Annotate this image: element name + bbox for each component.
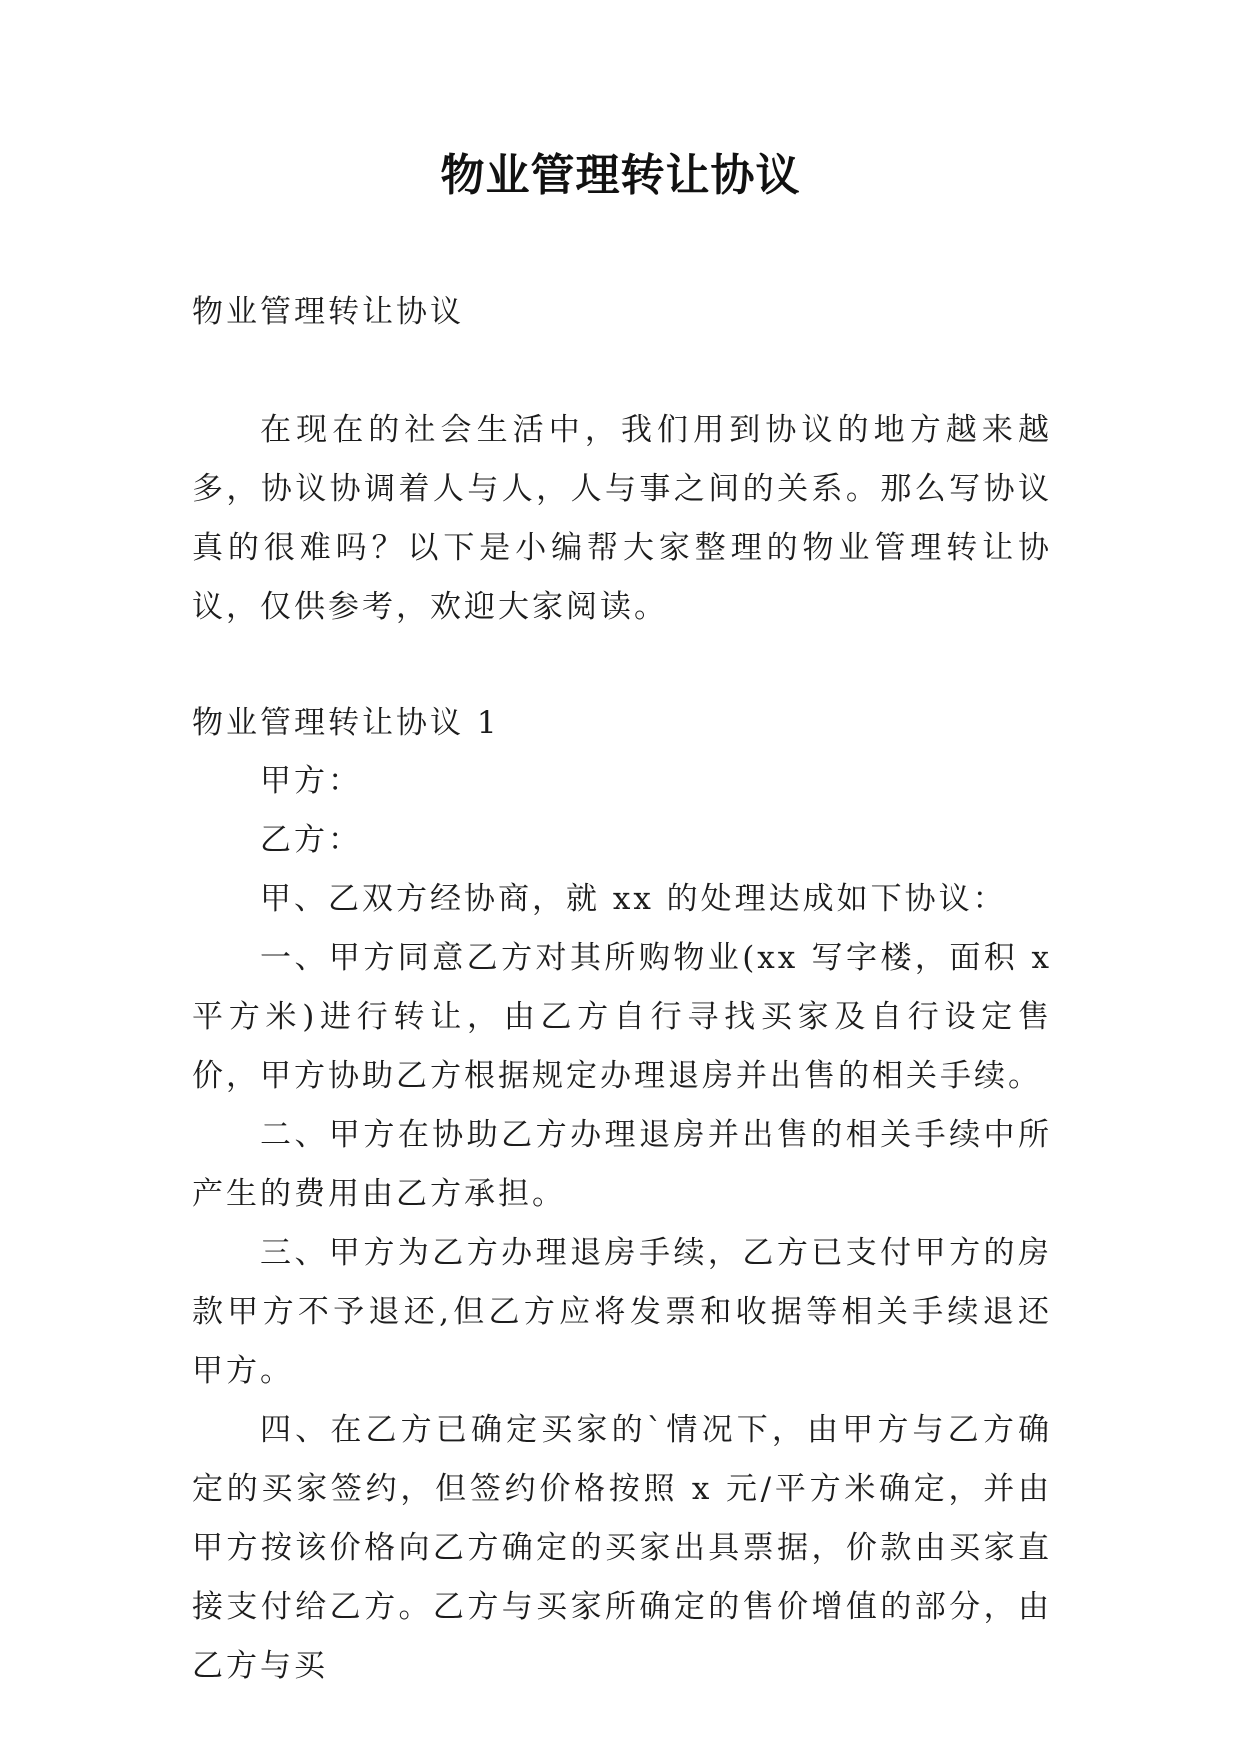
document-subtitle: 物业管理转让协议 <box>192 294 464 330</box>
intro-paragraph: 在现在的社会生活中，我们用到协议的地方越来越多，协议协调着人与人，人与事之间的关系。那么写协议真的很难吗？以下是小编帮大家整理的物业管理转让协议，仅供参考，欢迎大家阅读。 <box>192 412 1052 625</box>
party-b-line: 乙方： <box>260 822 362 858</box>
clause-1: 一、甲方同意乙方对其所购物业(xx 写字楼，面积 x 平方米)进行转让，由乙方自行寻找买家及自行设定售价，甲方协助乙方根据规定办理退房并出售的相关手续。 <box>192 940 1052 1094</box>
clause-list <box>192 752 1052 1696</box>
clause-4: 四、在乙方已确定买家的`情况下，由甲方与乙方确定的买家签约，但签约价格按照 x 元/平方米确定，并由甲方按该价格向乙方确定的买家出具票据，价款由买家直接支付给乙方。乙方与买家所确定的售价增值的部分，由乙方与买 <box>192 1412 1052 1684</box>
clause-3: 三、甲方为乙方办理退房手续，乙方已支付甲方的房款甲方不予退还,但乙方应将发票和收据等相关手续退还甲方。 <box>192 1235 1052 1389</box>
agreement-preamble: 甲、乙双方经协商，就 xx 的处理达成如下协议： <box>260 881 1007 917</box>
section-heading: 物业管理转让协议 1 <box>192 705 500 741</box>
document-title: 物业管理转让协议 <box>440 150 801 201</box>
clause-2: 二、甲方在协助乙方办理退房并出售的相关手续中所产生的费用由乙方承担。 <box>192 1117 1052 1212</box>
party-a-line: 甲方： <box>260 763 362 799</box>
